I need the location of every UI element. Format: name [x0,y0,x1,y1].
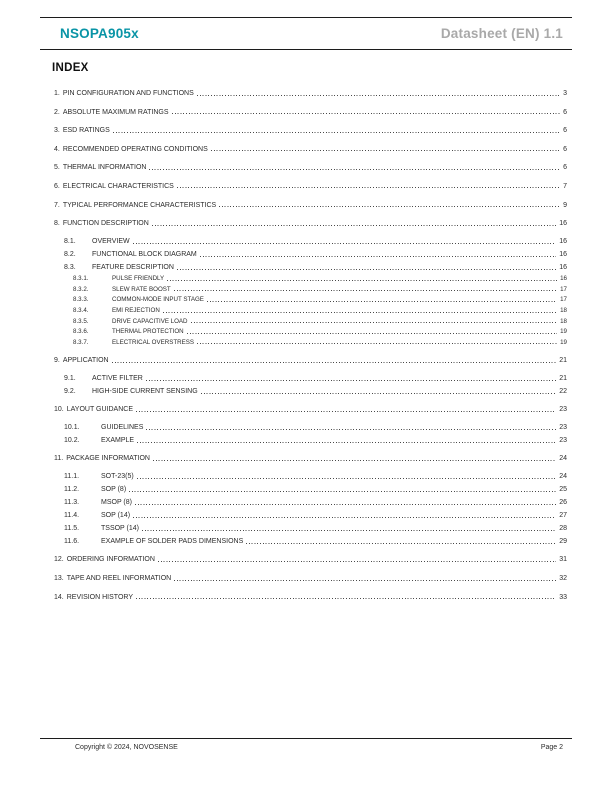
toc-entry-label: PIN CONFIGURATION AND FUNCTIONS [62,90,194,97]
toc-entry[interactable] [73,308,567,314]
toc-entry-page: 32 [559,575,567,583]
toc-entry-label: TYPICAL PERFORMANCE CHARACTERISTICS [62,201,217,209]
dotted-leader [174,290,557,291]
toc-entry-page: 17 [560,285,567,293]
toc-entry-page: 19 [560,328,567,336]
toc-entry-page: 21 [559,375,567,383]
document-title: Datasheet (EN) 1.1 [440,26,563,41]
product-name: NSOPA905x [60,26,139,41]
toc-entry-page: 24 [559,455,567,463]
dotted-leader [191,322,558,323]
toc-entry-label: ELECTRICAL CHARACTERISTICS [62,182,174,190]
toc-entry-label: COMMON-MODE INPUT STAGE [112,296,204,304]
page-header [40,17,572,50]
toc-entry-page: 26 [559,499,567,507]
toc-entry-number: 4. [54,145,60,153]
toc-entry-page: 6 [563,108,567,116]
toc-entry[interactable] [54,90,567,97]
toc-entry-page: 29 [559,538,567,546]
dotted-leader [187,333,557,334]
toc-entry[interactable] [64,238,567,245]
toc-entry-label: HIGH-SIDE CURRENT SENSING [92,388,198,396]
toc-entry[interactable] [64,486,567,493]
toc-entry[interactable] [54,357,567,364]
toc-entry[interactable] [64,437,567,444]
toc-entry[interactable] [64,499,567,506]
toc-entry-label: ESD RATINGS [62,127,110,135]
dotted-leader [133,517,556,518]
toc-entry[interactable] [54,594,567,601]
toc-entry-label: APPLICATION [62,357,109,365]
dotted-leader [177,187,560,188]
toc-entry-number: 8.3.2. [73,285,89,293]
toc-entry-number: 1. [54,90,60,97]
toc-entry-page: 16 [559,220,567,228]
toc-entry-page: 18 [560,306,567,314]
copyright-text: Copyright © 2024, NOVOSENSE [75,744,178,751]
toc-entry[interactable] [73,329,567,335]
toc-entry-label: TAPE AND REEL INFORMATION [66,575,172,583]
toc-entry[interactable] [64,264,567,271]
dotted-leader [201,393,557,394]
toc-entry-number: 8.3.5. [73,317,89,325]
toc-entry-label: SOP (8) [101,486,127,494]
toc-entry-number: 5. [54,164,60,172]
toc-entry-label: THERMAL INFORMATION [62,164,147,172]
toc-entry-number: 9.2. [64,388,76,396]
dotted-leader [146,380,556,381]
toc-entry[interactable] [64,375,567,382]
toc-entry-page: 23 [559,437,567,445]
toc-entry-page: 24 [559,473,567,481]
toc-entry-label: DRIVE CAPACITIVE LOAD [112,317,188,325]
toc-entry-label: RECOMMENDED OPERATING CONDITIONS [62,145,208,153]
toc-entry[interactable] [54,202,567,209]
toc-entry-page: 18 [560,317,567,325]
dotted-leader [174,580,556,581]
toc-entry-label: PACKAGE INFORMATION [66,455,150,463]
toc-entry-page: 25 [559,486,567,494]
toc-entry-page: 16 [559,238,567,246]
toc-entry[interactable] [54,146,567,153]
toc-entry-label: SLEW RATE BOOST [112,285,171,293]
dotted-leader [142,530,556,531]
toc-entry[interactable] [73,276,567,282]
dotted-leader [219,206,560,207]
toc-entry-label: OVERVIEW [92,238,130,246]
toc-entry-number: 8.3.4. [73,306,89,314]
toc-entry-number: 11.5. [64,525,80,533]
toc-entry-page: 6 [563,164,567,172]
toc-entry[interactable] [54,127,567,134]
toc-entry-page: 23 [559,424,567,432]
toc-entry[interactable] [73,287,567,293]
toc-entry-number: 7. [54,201,60,209]
dotted-leader [133,243,557,244]
toc-entry-page: 23 [559,406,567,414]
toc-entry[interactable] [54,183,567,190]
toc-entry[interactable] [64,251,567,258]
toc-entry-page: 27 [559,512,567,520]
toc-entry[interactable] [64,525,567,532]
toc-entry[interactable] [54,220,567,227]
page-title: INDEX [52,62,89,74]
dotted-leader [152,225,556,226]
toc-entry-page: 21 [559,357,567,365]
toc-entry[interactable] [54,164,567,171]
toc-entry-number: 11.3. [64,499,80,507]
toc-entry-number: 3. [54,127,60,135]
toc-entry-page: 6 [563,127,567,135]
toc-entry[interactable] [64,424,567,431]
toc-entry[interactable] [54,406,567,413]
toc-entry[interactable] [73,297,567,303]
dotted-leader [200,256,556,257]
toc-entry-page: 17 [560,296,567,304]
toc-entry-label: FEATURE DESCRIPTION [92,264,174,272]
toc-entry-label: REVISION HISTORY [66,593,133,601]
dotted-leader [153,460,556,461]
dotted-leader [172,113,561,114]
toc-entry-label: EXAMPLE OF SOLDER PADS DIMENSIONS [101,538,244,546]
toc-entry-number: 9. [54,357,60,365]
toc-entry-number: 13. [54,575,64,583]
dotted-leader [163,312,557,313]
toc-entry-number: 8.2. [64,251,76,259]
dotted-leader [135,504,556,505]
toc-entry-label: ELECTRICAL OVERSTRESS [112,338,194,346]
toc-entry-page: 28 [559,525,567,533]
dotted-leader [167,280,557,281]
toc-entry-label: GUIDELINES [101,424,144,432]
toc-entry[interactable] [64,512,567,519]
toc-entry[interactable] [54,556,567,563]
toc-entry-number: 11.1. [64,473,80,481]
toc-entry[interactable] [54,455,567,462]
toc-entry-number: 10. [54,406,64,414]
toc-entry[interactable] [54,575,567,582]
dotted-leader [197,343,557,344]
toc-entry[interactable] [64,538,567,545]
toc-entry-page: 7 [563,182,567,190]
dotted-leader [129,491,556,492]
toc-entry-number: 9.1. [64,375,76,383]
dotted-leader [136,411,556,412]
toc-entry-page: 3 [563,90,567,97]
toc-entry-number: 8.3.6. [73,328,89,336]
toc-entry-number: 11.4. [64,512,80,520]
toc-entry-label: EMI REJECTION [112,306,160,314]
toc-entry-page: 33 [559,593,567,601]
dotted-leader [149,169,560,170]
dotted-leader [137,442,556,443]
dotted-leader [146,429,556,430]
toc-entry-number: 8.3.3. [73,296,89,304]
page-footer [40,738,572,751]
toc-entry-label: FUNCTIONAL BLOCK DIAGRAM [92,251,197,259]
toc-entry-number: 6. [54,182,60,190]
dotted-leader [207,301,557,302]
toc-entry-number: 11. [54,455,64,463]
toc [40,90,572,601]
toc-entry-number: 8.1. [64,238,76,246]
dotted-leader [177,269,556,270]
toc-entry-label: MSOP (8) [101,499,132,507]
toc-entry[interactable] [73,340,567,346]
toc-entry-page: 22 [559,388,567,396]
toc-entry-page: 31 [559,556,567,564]
toc-entry-number: 8.3.7. [73,338,89,346]
toc-entry-page: 16 [559,251,567,259]
toc-entry-page: 16 [560,275,567,283]
toc-entry-label: ACTIVE FILTER [92,375,143,383]
toc-entry[interactable] [73,319,567,325]
toc-entry-label: THERMAL PROTECTION [112,328,184,336]
dotted-leader [136,598,556,599]
toc-entry-page: 19 [560,338,567,346]
dotted-leader [137,478,557,479]
dotted-leader [197,95,560,96]
toc-entry-number: 2. [54,108,60,116]
toc-entry-label: LAYOUT GUIDANCE [66,406,133,414]
dotted-leader [112,362,557,363]
toc-entry-label: PULSE FRIENDLY [112,275,165,283]
toc-entry-number: 8.3.1. [73,275,89,283]
toc-entry-number: 12. [54,556,64,564]
dotted-leader [113,132,560,133]
toc-entry-number: 10.2. [64,437,80,445]
toc-entry[interactable] [54,109,567,116]
toc-entry-number: 11.2. [64,486,80,494]
dotted-leader [158,561,556,562]
toc-entry-label: TSSOP (14) [101,525,139,533]
page-number-label: Page 2 [540,744,563,751]
toc-entry-label: ABSOLUTE MAXIMUM RATINGS [62,108,169,116]
dotted-leader [246,543,556,544]
toc-entry-number: 8. [54,220,60,228]
toc-entry-page: 9 [563,201,567,209]
toc-entry-page: 6 [563,145,567,153]
toc-entry-number: 10.1. [64,424,80,432]
toc-entry[interactable] [64,473,567,480]
toc-entry-label: EXAMPLE [101,437,135,445]
toc-entry-page: 16 [559,264,567,272]
toc-entry-label: FUNCTION DESCRIPTION [62,220,149,228]
toc-entry-label: ORDERING INFORMATION [66,556,155,564]
toc-entry-number: 11.6. [64,538,80,546]
toc-entry-label: SOT-23(5) [101,473,134,481]
dotted-leader [211,150,560,151]
toc-entry-number: 14. [54,593,64,601]
toc-entry[interactable] [64,388,567,395]
toc-entry-label: SOP (14) [101,512,131,520]
toc-entry-number: 8.3. [64,264,76,272]
